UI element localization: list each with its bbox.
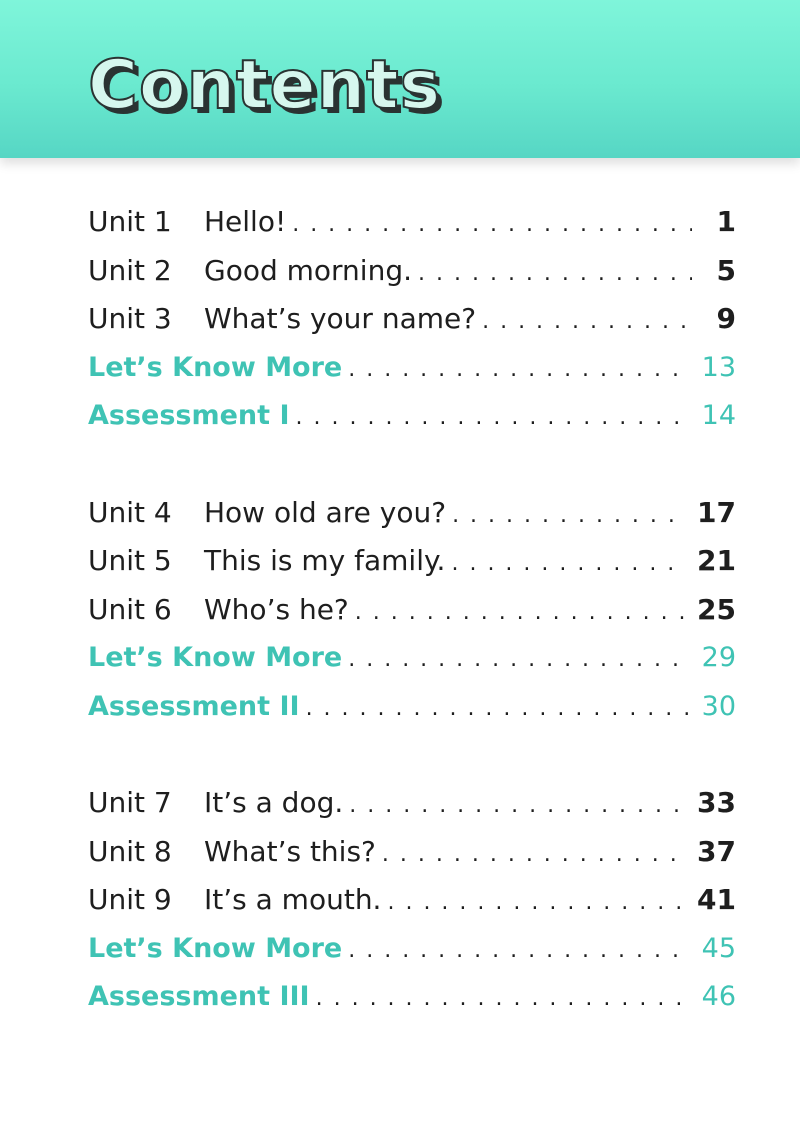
page-number: 13 [701,351,736,383]
entry-title: It’s a dog. [204,786,344,819]
header-band [0,0,800,158]
toc-entry-unit-1[interactable] [88,198,736,247]
unit-number: Unit 7 [88,786,172,819]
page-number: 9 [716,302,736,335]
entry-title: Let’s Know More [88,351,343,383]
dot-leader [306,685,692,734]
dot-leader [382,831,687,880]
toc-entry-assessment-2[interactable] [88,683,736,732]
unit-number: Unit 8 [88,834,172,868]
toc-entry-unit-3[interactable] [88,295,736,344]
toc-group-3 [88,779,736,1022]
page-number: 5 [716,253,736,287]
dot-leader [316,975,692,1024]
dot-leader [348,636,691,685]
dot-leader [418,250,692,299]
toc-entry-lets-know-more-2[interactable] [88,634,736,683]
page-number: 30 [701,690,736,722]
page-number: 29 [701,642,736,673]
toc-entry-unit-4[interactable] [88,489,736,538]
toc-entry-unit-8[interactable] [88,828,736,877]
entry-title: Hello! [204,205,287,238]
page-number: 33 [697,786,736,819]
entry-title: Assessment II [88,690,300,722]
page-number: 46 [701,981,736,1012]
entry-title: Let’s Know More [88,642,343,673]
entry-title: This is my family. [204,544,446,577]
toc-entry-assessment-1[interactable] [88,392,736,441]
unit-number: Unit 6 [88,592,172,626]
dot-leader [482,298,692,347]
entry-title: What’s this? [204,834,376,868]
toc-entry-unit-7[interactable] [88,779,736,828]
dot-leader [348,927,691,976]
page-title: Contents [88,46,442,125]
dot-leader [452,492,687,541]
toc-entry-unit-9[interactable] [88,876,736,925]
dot-leader [355,589,687,638]
toc-entry-lets-know-more-3[interactable] [88,925,736,974]
dot-leader [296,394,692,443]
table-of-contents [88,198,736,1070]
entry-title: Who’s he? [204,592,349,626]
page-number: 17 [697,495,736,529]
page-number: 45 [701,932,736,964]
page-number: 14 [701,400,736,431]
unit-number: Unit 3 [88,302,172,335]
toc-group-2 [88,489,736,732]
page-number: 21 [697,544,736,577]
entry-title: Good morning. [204,253,413,287]
page-number: 25 [697,592,736,626]
entry-title: How old are you? [204,495,447,529]
page-number: 41 [697,883,736,916]
dot-leader [387,879,687,928]
toc-entry-unit-5[interactable] [88,537,736,586]
toc-group-1 [88,198,736,441]
dot-leader [451,540,687,589]
toc-entry-unit-6[interactable] [88,586,736,635]
dot-leader [292,201,692,250]
unit-number: Unit 1 [88,205,172,238]
toc-entry-lets-know-more-1[interactable] [88,344,736,393]
dot-leader [349,782,687,831]
page-number: 1 [716,205,736,238]
dot-leader [348,346,691,395]
unit-number: Unit 2 [88,253,172,287]
unit-number: Unit 9 [88,883,172,916]
toc-entry-unit-2[interactable] [88,247,736,296]
entry-title: Assessment III [88,981,310,1012]
entry-title: Assessment I [88,400,290,431]
unit-number: Unit 4 [88,495,172,529]
toc-entry-assessment-3[interactable] [88,973,736,1022]
entry-title: It’s a mouth. [204,883,382,916]
unit-number: Unit 5 [88,544,172,577]
entry-title: What’s your name? [204,302,477,335]
page-number: 37 [697,834,736,868]
entry-title: Let’s Know More [88,932,343,964]
